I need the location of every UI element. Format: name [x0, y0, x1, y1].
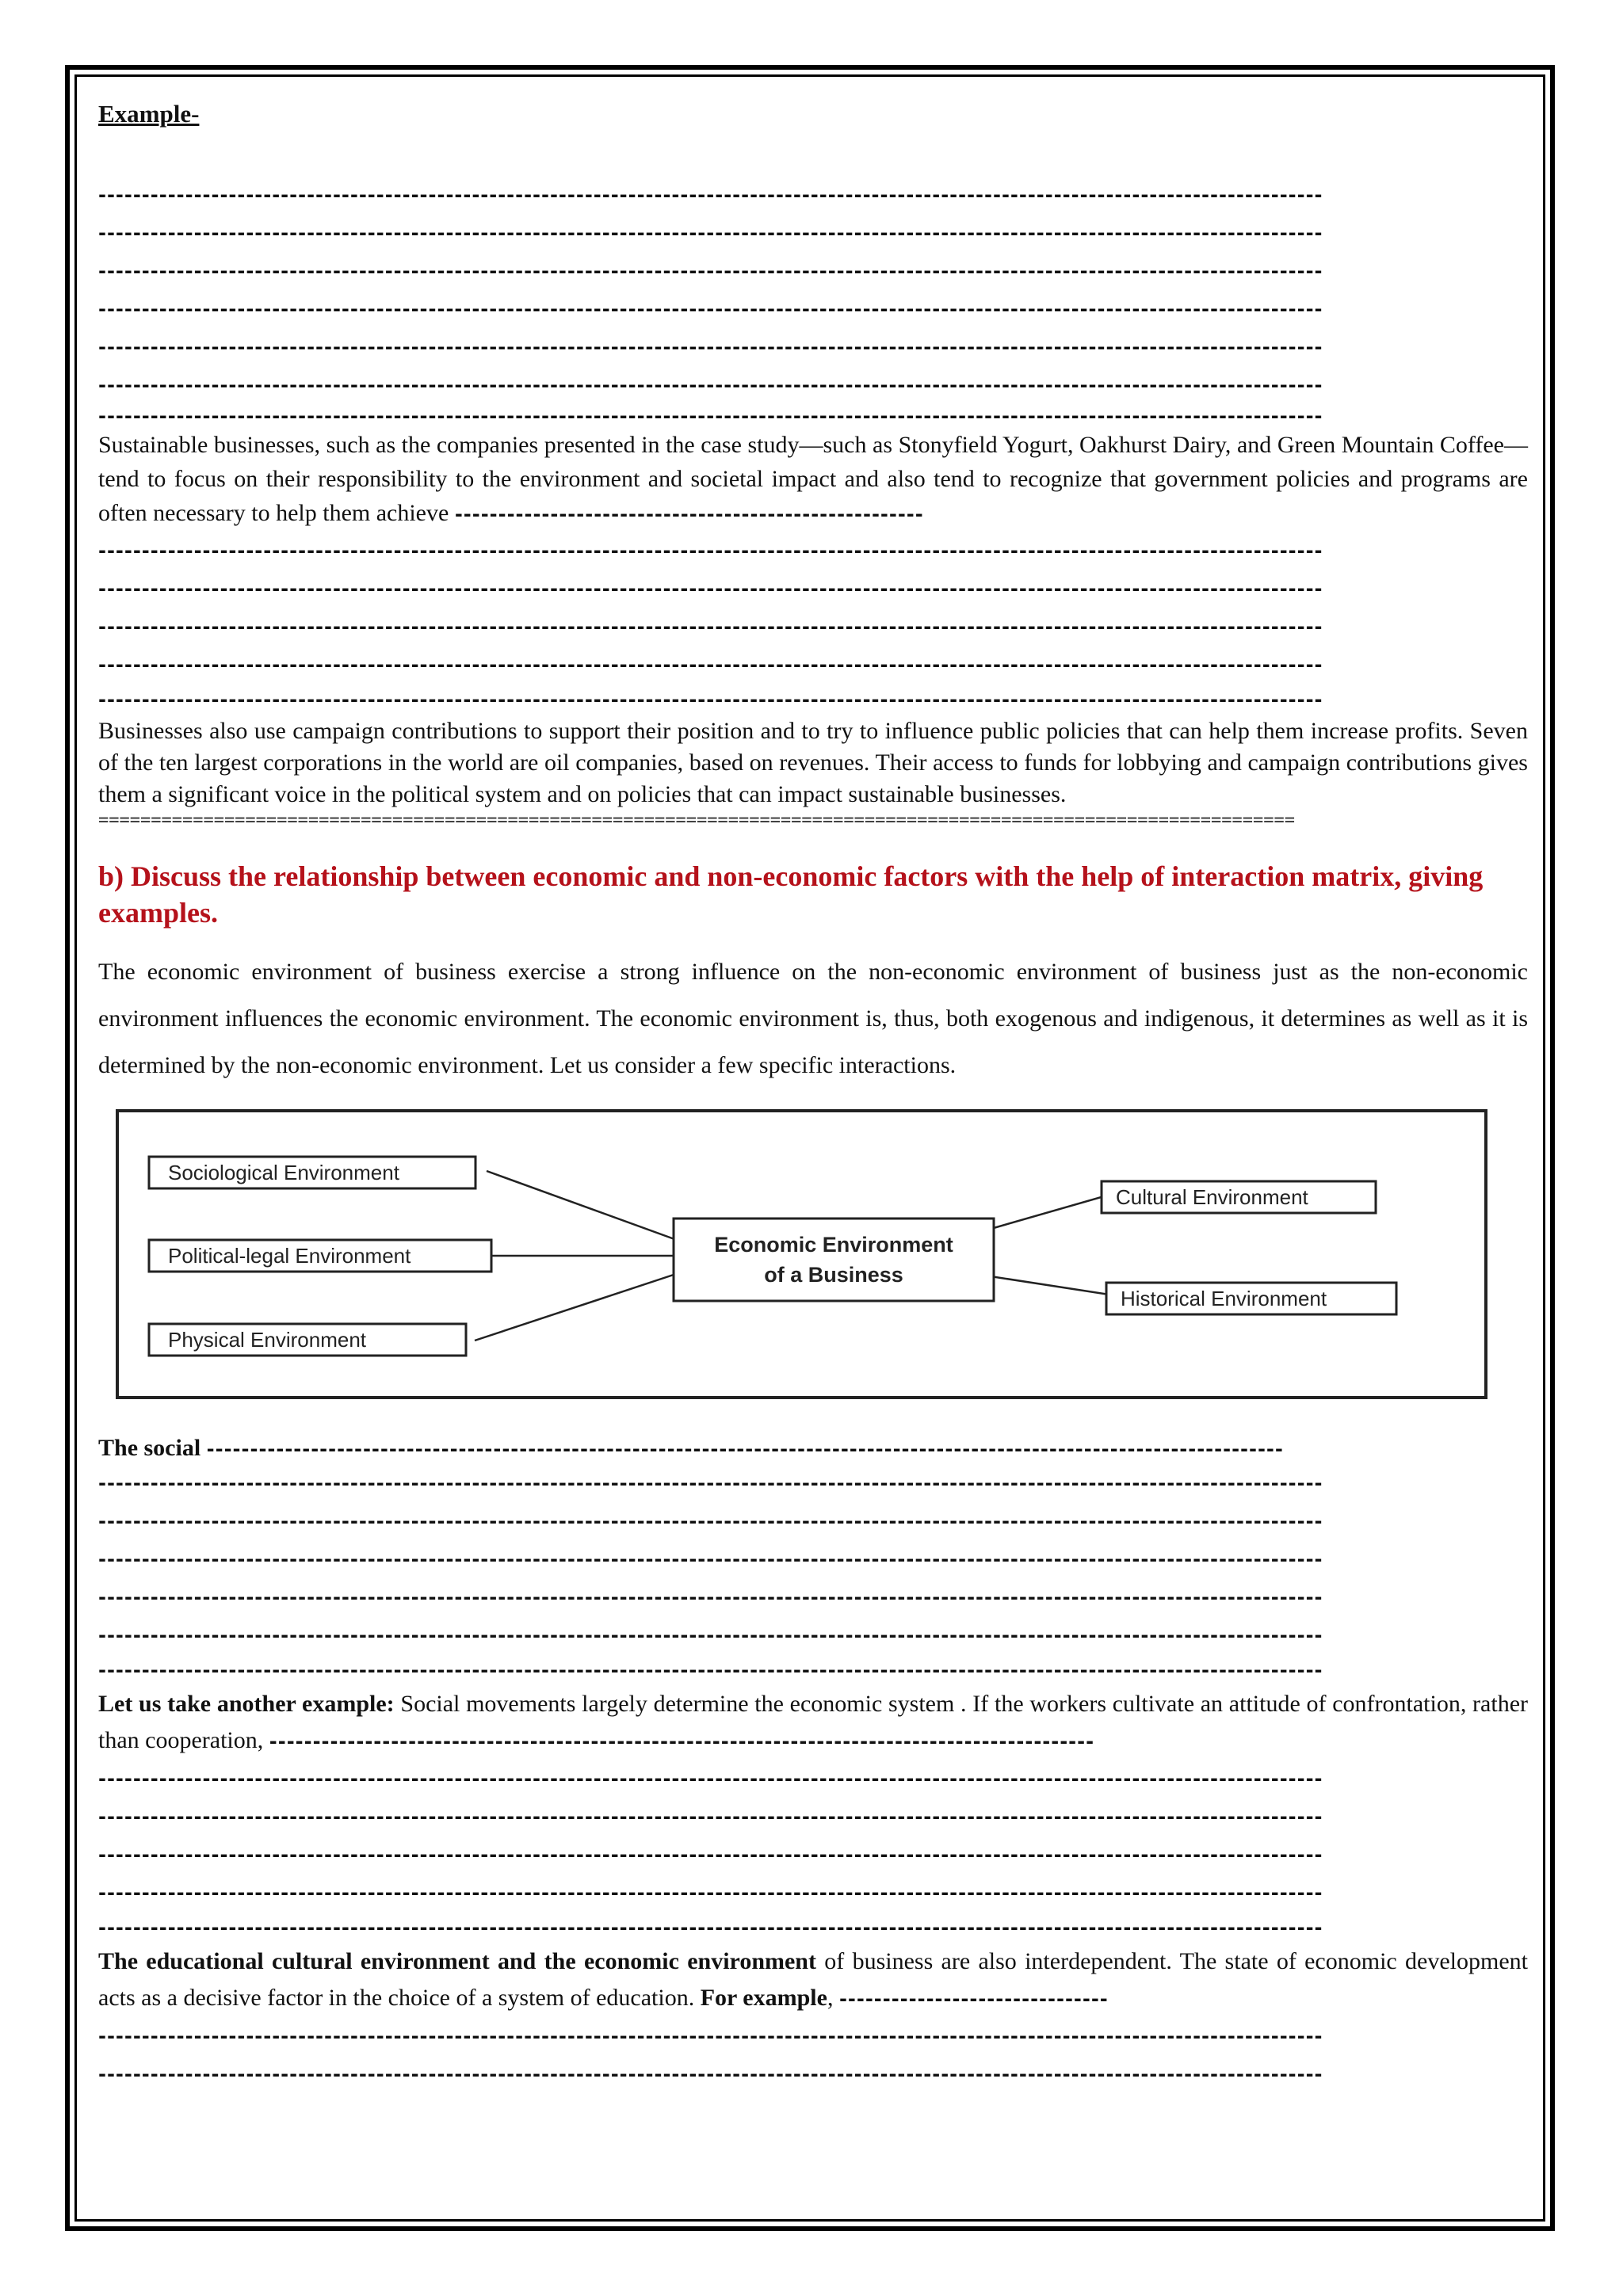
paragraph-economic: The economic environment of business exercise a strong influence on the non-economic environment of business just as the non-economic environment influences the economic environment. The economic environment is, thus, both exogenous and indigenous, it determines as well as it is determined by the non-economic environment. Let us consider a few specific interactions. — [98, 959, 1528, 1078]
answer-line: --------------------------------------------------------------------------------------------------------------------------------------------- — [98, 1586, 1323, 1608]
answer-line: --------------------------------------------------------------------------------------------------------------------------------------------- — [98, 336, 1323, 358]
answer-line: --------------------------------------------------------------------------------------------------------------------------------------------- — [98, 616, 1323, 638]
educational-lead: The educational cultural environment and the economic environment — [98, 1948, 816, 1974]
answer-line: --------------------------------------------------------------------------------------------------------------------------------------------- — [98, 1659, 1323, 1681]
answer-line: --------------------------------------------------------------------------------------------------------------------------------------------- — [98, 222, 1323, 244]
paragraph-sustainable — [98, 428, 1528, 532]
spacer — [98, 931, 1528, 948]
spacer — [98, 1401, 1528, 1432]
economic-environment-box — [674, 1219, 994, 1301]
answer-line: --------------------------------------------------------------------------------------------------------------------------------------------- — [98, 1472, 1323, 1494]
question-b: b) Discuss the relationship between economic and non-economic factors with the help of interaction matrix, giving examples. — [98, 860, 1484, 929]
answer-line: --------------------------------------------------------------------------------------------------------------------------------------------- — [98, 1882, 1323, 1904]
social-line — [98, 1432, 1528, 1464]
sociological-label: Sociological Environment — [168, 1161, 399, 1184]
educational-text: of business are also interdependent. The state of economic development acts as a decisive factor in the choice of a system of education. — [98, 1948, 1528, 2011]
answer-line: --------------------------------------------------------------------------------------------------------------------------------------------- — [98, 654, 1323, 676]
answer-line: --------------------------------------------------------------------------------------------------------------------------------------------- — [98, 2063, 1323, 2085]
answer-line: --------------------------------------------------------------------------------------------------------------------------------------------- — [98, 1624, 1323, 1646]
answer-line: --------------------------------------------------------------------------------------------------------------------------------------------- — [98, 405, 1323, 427]
another-example-text: Social movements largely determine the economic system . If the workers cultivate an attitude of confrontation, rather than cooperation, — [98, 1691, 1528, 1753]
for-example-comma: , — [827, 1985, 834, 2011]
paragraph-educational — [98, 1943, 1528, 2017]
answer-line: --------------------------------------------------------------------------------------------------------------------------------------------- — [98, 374, 1323, 396]
paragraph-another-example — [98, 1686, 1528, 1760]
answer-line: --------------------------------------------------------------------------------------------------------------------------------------------- — [98, 578, 1323, 600]
answer-line: --------------------------------------------------------------------------------------------------------------------------------------------- — [98, 1548, 1323, 1570]
page-content — [98, 93, 1528, 2093]
answer-line: --------------------------------------------------------------------------------------------------------------------------------------------- — [98, 1844, 1323, 1866]
inline-answer-line: ---------------------------------------------------------------------------------------------------------------------------- — [206, 1438, 1284, 1460]
historical-label: Historical Environment — [1121, 1287, 1327, 1310]
inline-answer-line: ------------------------------------------------------ — [454, 503, 924, 525]
spacer — [98, 1089, 1528, 1108]
physical-label: Physical Environment — [168, 1328, 366, 1352]
paragraph-sustainable-text: Sustainable businesses, such as the companies presented in the case study—such as Stonyfield Yogurt, Oakhurst Dairy, and Green Mountain Coffee—tend to focus on their responsibility to the environment and societal impact and also tend to recognize that government policies and programs are often necessary to help them achieve — [98, 432, 1528, 526]
spacer — [98, 135, 1528, 176]
spacer — [98, 831, 1528, 858]
paragraph-campaign: Businesses also use campaign contributions to support their position and to try to influence public policies that can help them increase profits. Seven of the ten largest corporations in the world are oil companies, based on revenues. Their access to funds for lobbying and campaign contributions gives them a significant voice in the political system and on policies that can impact sustainable businesses. — [98, 718, 1528, 807]
answer-line: --------------------------------------------------------------------------------------------------------------------------------------------- — [98, 1768, 1323, 1790]
for-example-label: For example — [700, 1985, 827, 2011]
answer-line: --------------------------------------------------------------------------------------------------------------------------------------------- — [98, 1510, 1323, 1532]
answer-line: --------------------------------------------------------------------------------------------------------------------------------------------- — [98, 1917, 1323, 1939]
answer-line: --------------------------------------------------------------------------------------------------------------------------------------------- — [98, 540, 1323, 562]
political-legal-label: Political-legal Environment — [168, 1244, 411, 1268]
inline-answer-line: ------------------------------- — [838, 1988, 1109, 2010]
another-example-lead: Let us take another example: — [98, 1691, 395, 1717]
answer-line: --------------------------------------------------------------------------------------------------------------------------------------------- — [98, 2025, 1323, 2047]
economic-environment-label-1: Economic Environment — [714, 1233, 953, 1257]
cultural-label: Cultural Environment — [1116, 1185, 1308, 1209]
answer-line: --------------------------------------------------------------------------------------------------------------------------------------------- — [98, 688, 1323, 711]
social-lead: The social — [98, 1435, 201, 1461]
example-heading: Example- — [98, 100, 200, 128]
answer-line: --------------------------------------------------------------------------------------------------------------------------------------------- — [98, 260, 1323, 282]
answer-line: --------------------------------------------------------------------------------------------------------------------------------------------- — [98, 184, 1323, 206]
inline-answer-line: ----------------------------------------------------------------------------------------------- — [269, 1730, 1095, 1753]
separator-line: ================================================================================================================== — [98, 810, 1295, 830]
economic-environment-label-2: of a Business — [764, 1263, 903, 1287]
interaction-diagram — [114, 1108, 1489, 1401]
answer-line: --------------------------------------------------------------------------------------------------------------------------------------------- — [98, 298, 1323, 320]
answer-line: --------------------------------------------------------------------------------------------------------------------------------------------- — [98, 1806, 1323, 1828]
